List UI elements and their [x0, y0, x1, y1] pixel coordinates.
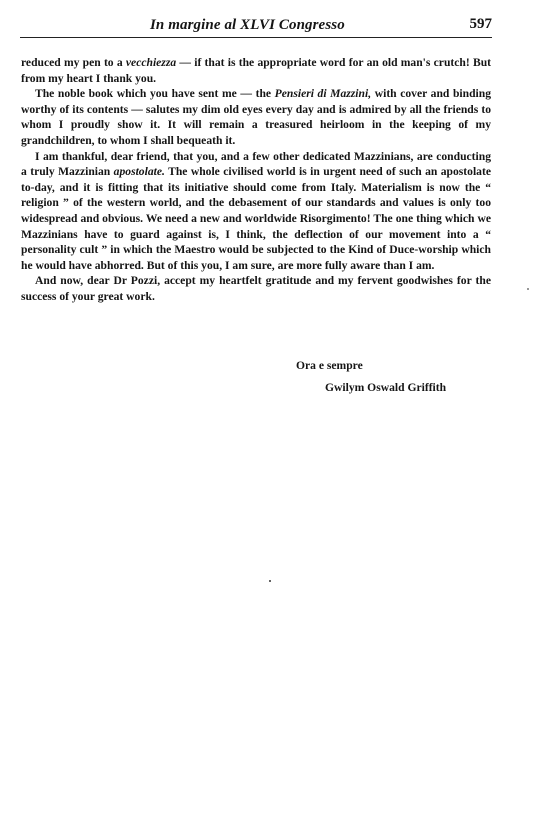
italic-text-segment: Pensieri di Mazzini, — [274, 87, 372, 101]
paragraph-1 — [21, 55, 491, 86]
closing-salutation: Ora e sempre — [296, 359, 363, 372]
page-speck — [527, 288, 529, 290]
italic-text-segment: apostolate. — [113, 165, 165, 179]
page-header — [20, 15, 492, 38]
text-segment: The whole civilised world is in urgent need of such an apostolate to-day, and it is fitting that its initiative should come from Italy. Materialism is now the “ religion ” of the western world, and the debasement of our standards and values is only too widespread and obvious. We need a new and worldwide Risorgimento! The one thing which we Mazzinians have to guard against is, I think, the deflection of our movement into a “ personality cult ” in which the Maestro would be subjected to the Kind of Duce-worship which he would have abhorred. But of this you, I am sure, are more fully aware than I am. — [21, 165, 491, 272]
paragraph-2 — [21, 86, 491, 148]
running-title: In margine al XLVI Congresso — [150, 17, 345, 33]
page-speck — [269, 580, 271, 582]
author-signature: Gwilym Oswald Griffith — [325, 381, 447, 394]
text-segment: reduced my pen to a — [21, 56, 126, 69]
text-segment: — if that is the appropriate word for an old man's crutch! But from my heart I thank you. — [21, 56, 491, 85]
italic-text-segment: vecchiezza — [125, 56, 177, 69]
text-segment: I am thankful, dear friend, that you, and a few other dedicated Mazzinians, are conducting a truly Mazzinian — [21, 149, 491, 179]
paragraph-3 — [21, 149, 491, 274]
paragraph-4 — [21, 273, 491, 304]
page-number: 597 — [469, 16, 492, 32]
text-segment: The noble book which you have sent me — the — [35, 87, 275, 101]
text-segment: And now, dear Dr Pozzi, accept my heartfelt gratitude and my fervent goodwishes for the success of your great work. — [21, 274, 491, 303]
text-segment: with cover and binding worthy of its contents — salutes my dim old eyes every day and is admired by all the friends to whom I proudly show it. It will remain a treasured heirloom in the keeping of my grandchildren, to whom I shall bequeath it. — [21, 87, 491, 147]
letter-body — [21, 55, 491, 305]
